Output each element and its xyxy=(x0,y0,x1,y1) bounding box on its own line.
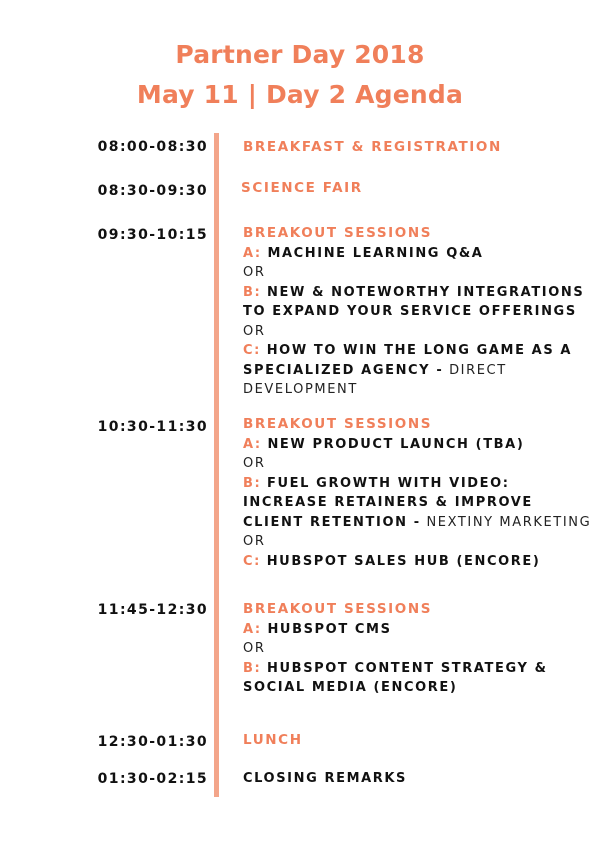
time-slot: 12:30-01:30 xyxy=(97,734,208,750)
agenda-item xyxy=(241,179,591,199)
option xyxy=(243,659,593,698)
option-letter: A: xyxy=(243,436,262,452)
or-separator: OR xyxy=(243,265,266,280)
or-separator: OR xyxy=(243,641,266,656)
time-slot: 10:30-11:30 xyxy=(97,419,208,435)
session-title: BREAKOUT SESSIONS xyxy=(243,601,433,617)
agenda-item xyxy=(243,138,593,158)
page-subtitle: May 11 | Day 2 Agenda xyxy=(136,80,464,109)
option-title: MACHINE LEARNING Q&A xyxy=(267,245,484,261)
option xyxy=(243,283,593,322)
option-title: NEW PRODUCT LAUNCH (TBA) xyxy=(267,436,525,452)
time-slot: 01:30-02:15 xyxy=(97,771,208,787)
option-presenter: DIRECT DEVELOPMENT xyxy=(243,362,507,397)
option xyxy=(243,244,593,264)
agenda-item xyxy=(243,769,593,789)
page-title: Partner Day 2018 xyxy=(175,40,425,69)
option-letter: A: xyxy=(243,621,262,637)
session-title: LUNCH xyxy=(243,732,303,748)
option-letter: A: xyxy=(243,245,262,261)
time-slot: 08:00-08:30 xyxy=(97,139,208,155)
agenda-item xyxy=(243,731,593,751)
agenda-item xyxy=(243,600,593,698)
or-separator: OR xyxy=(243,456,266,471)
time-slot: 08:30-09:30 xyxy=(97,183,208,199)
option-title: HUBSPOT SALES HUB (ENCORE) xyxy=(266,553,541,569)
option-title: FUEL GROWTH WITH VIDEO: INCREASE RETAINERS & IMPROVE CLIENT RETENTION - xyxy=(243,475,533,530)
option-title: HUBSPOT CONTENT STRATEGY & SOCIAL MEDIA (ENCORE) xyxy=(243,660,548,695)
option-letter: B: xyxy=(243,660,262,676)
agenda-item xyxy=(243,224,593,400)
agenda-item xyxy=(243,415,593,571)
option xyxy=(243,620,593,640)
timeline-divider xyxy=(214,133,219,797)
session-title: BREAKFAST & REGISTRATION xyxy=(243,139,502,155)
option xyxy=(243,341,593,400)
session-title: CLOSING REMARKS xyxy=(243,771,408,786)
or-separator: OR xyxy=(243,534,266,549)
time-slot: 09:30-10:15 xyxy=(97,227,208,243)
option-letter: C: xyxy=(243,343,261,358)
option-letter: B: xyxy=(243,475,262,491)
session-title: SCIENCE FAIR xyxy=(241,180,363,196)
option-presenter: NEXTINY MARKETING xyxy=(426,514,592,530)
option-letter: C: xyxy=(243,553,261,569)
session-title: BREAKOUT SESSIONS xyxy=(243,225,433,241)
option-title: HUBSPOT CMS xyxy=(267,621,392,637)
option-title: NEW & NOTEWORTHY INTEGRATIONS TO EXPAND YOUR SERVICE OFFERINGS xyxy=(243,284,585,319)
option xyxy=(243,474,593,533)
session-title: BREAKOUT SESSIONS xyxy=(243,416,433,432)
option-title: HOW TO WIN THE LONG GAME AS A SPECIALIZED AGENCY - xyxy=(243,343,573,378)
option xyxy=(243,552,593,572)
time-slot: 11:45-12:30 xyxy=(97,602,208,618)
option xyxy=(243,435,593,455)
or-separator: OR xyxy=(243,323,266,339)
option-letter: B: xyxy=(243,284,262,300)
